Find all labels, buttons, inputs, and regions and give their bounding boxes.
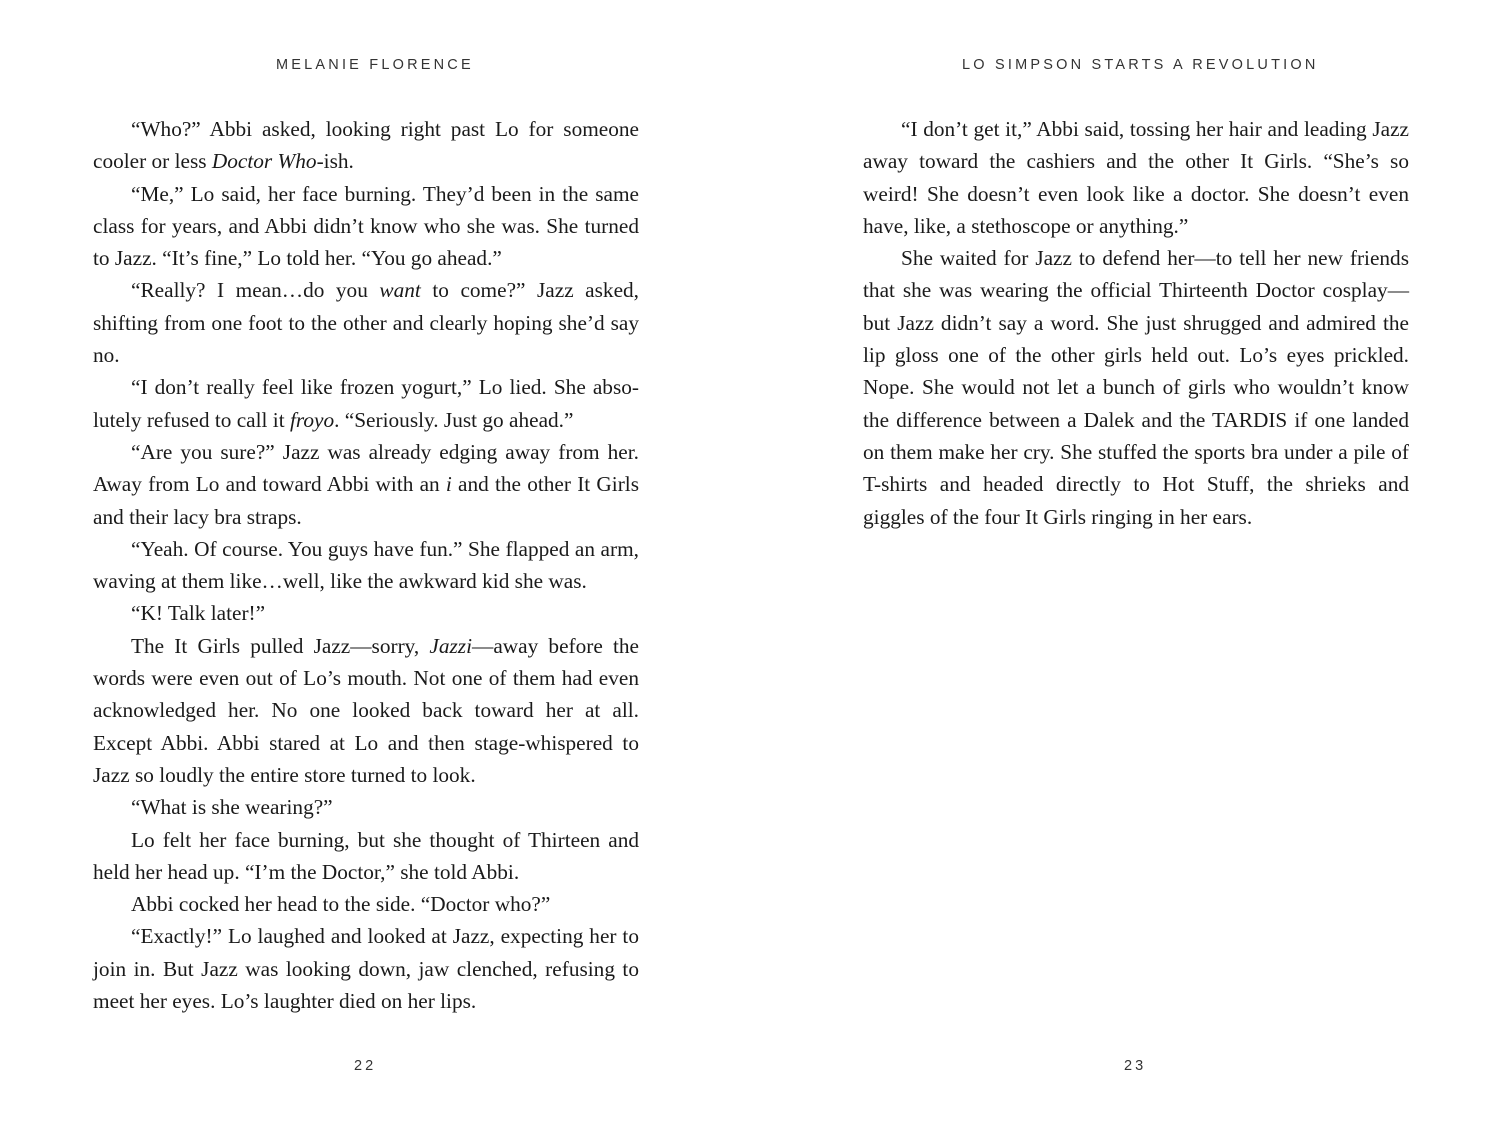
paragraph: “Yeah. Of course. You guys have fun.” She flapped an arm, waving at them like…well, like the awkward kid she was. bbox=[93, 536, 639, 594]
body-text bbox=[93, 113, 639, 1017]
right-page bbox=[750, 0, 1500, 1125]
paragraph: “What is she wearing?” bbox=[131, 795, 333, 820]
paragraph: The It Girls pulled Jazz—sorry, Jazzi—away before the words were even out of Lo’s mouth. Not one of them had even acknowledged her. No one looked back toward her at all. Except Abbi. Abbi stared at Lo and then stage-whispered to Jazz so loudly the entire store turned to look. bbox=[93, 633, 639, 787]
paragraph: “Really? I mean…do you want to come?” Jazz asked, shifting from one foot to the other and clearly hoping she’d say no. bbox=[93, 278, 639, 368]
paragraph: She waited for Jazz to defend her—to tell her new friends that she was wearing the official Thirteenth Doctor cosplay—but Jazz didn’t say a word. She just shrugged and admired the lip gloss one of the other girls held out. Lo’s eyes prickled. Nope. She would not let a bunch of girls who wouldn’t know the difference between a Dalek and the TARDIS if one landed on them make her cry. She stuffed the sports bra under a pile of T-shirts and headed directly to Hot Stuff, the shrieks and giggles of the four It Girls ringing in her ears. bbox=[863, 246, 1409, 529]
paragraph: “K! Talk later!” bbox=[131, 601, 266, 626]
paragraph: “Me,” Lo said, her face burning. They’d been in the same class for years, and Abbi didn’t know who she was. She turned to Jazz. “It’s fine,” Lo told her. “You go ahead.” bbox=[93, 181, 639, 271]
running-head-author: MELANIE FLORENCE bbox=[276, 57, 474, 73]
paragraph: Lo felt her face burning, but she thought of Thirteen and held her head up. “I’m the Doctor,” she told Abbi. bbox=[93, 827, 639, 884]
paragraph: “Are you sure?” Jazz was already edging away from her. Away from Lo and toward Abbi with an i and the other It Girls and their lacy bra straps. bbox=[93, 439, 640, 529]
paragraph: “Exactly!” Lo laughed and looked at Jazz, expecting her to join in. But Jazz was looking down, jaw clenched, refusing to meet her eyes. Lo’s laughter died on her lips. bbox=[93, 924, 639, 1014]
paragraph: Abbi cocked her head to the side. “Doctor who?” bbox=[131, 892, 551, 917]
paragraph: “I don’t really feel like frozen yogurt,” Lo lied. She abso-lutely refused to call it froyo. “Seriously. Just go ahead.” bbox=[93, 375, 639, 432]
body-text bbox=[863, 113, 1409, 533]
page-number: 22 bbox=[354, 1058, 377, 1074]
paragraph: “Who?” Abbi asked, looking right past Lo for someone cooler or less Doctor Who-ish. bbox=[93, 117, 639, 174]
paragraph: “I don’t get it,” Abbi said, tossing her hair and leading Jazz away toward the cashiers and the other It Girls. “She’s so weird! She doesn’t even look like a doctor. She doesn’t even have, like, a stethoscope or anything.” bbox=[863, 117, 1409, 238]
running-head-title: LO SIMPSON STARTS A REVOLUTION bbox=[962, 57, 1319, 73]
page-number: 23 bbox=[1124, 1058, 1147, 1074]
